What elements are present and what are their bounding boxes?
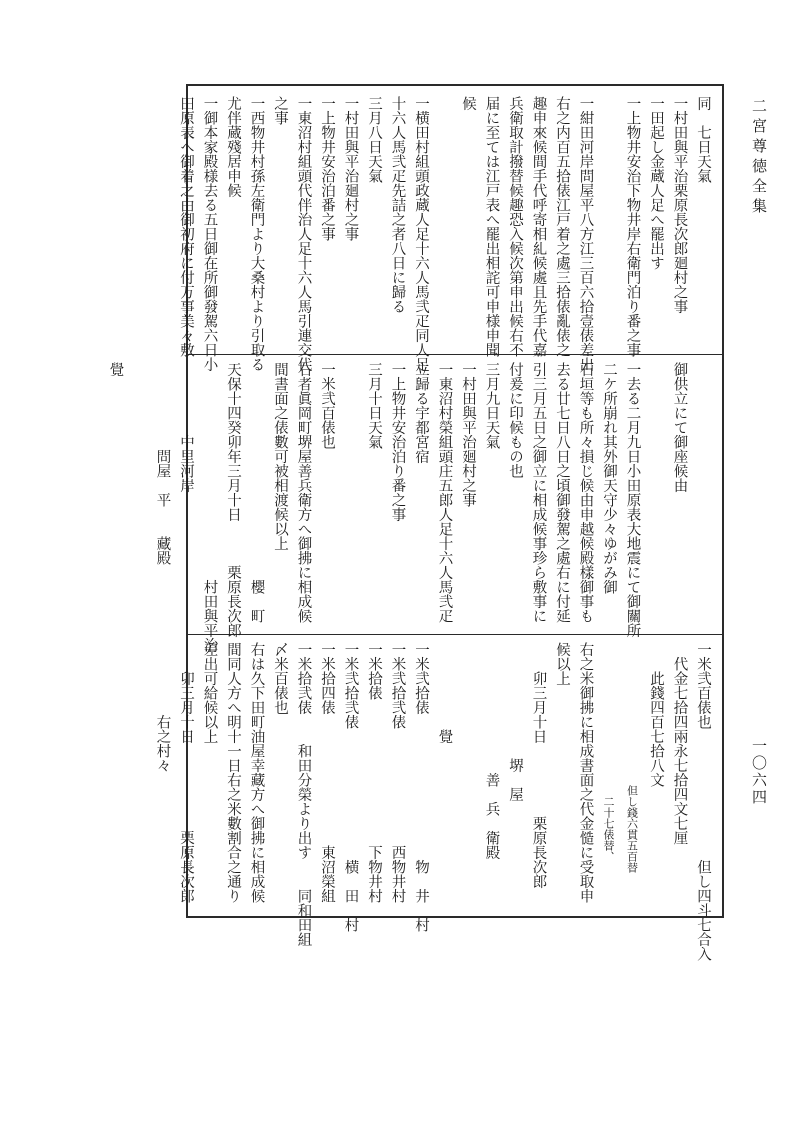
text-line: 一上物井安治下物井岸右衛門泊り番之事	[624, 96, 641, 357]
text-line: 二十七俵替、	[602, 642, 615, 862]
text-line: 善 兵 衛殿	[483, 642, 500, 860]
text-line	[127, 362, 151, 628]
text-line: 天保十四癸卯年三月十日 栗原長次郎	[225, 362, 241, 638]
text-line: 覺	[436, 642, 453, 744]
text-line: 〆米百俵也	[272, 642, 288, 715]
text-line	[691, 362, 715, 628]
text-line: 一御本家殿様去る五日御在所御發駕六日小	[201, 96, 218, 372]
tier-middle-text	[107, 362, 714, 652]
page-number: 一〇六四	[750, 738, 768, 806]
text-line: 此錢四百七拾八文	[648, 642, 664, 787]
text-line: 代金七拾四兩永七拾四文七厘	[671, 642, 688, 845]
text-line: 卯三月十日 栗原長次郎	[530, 642, 547, 889]
text-line: 付爰に印候もの也	[507, 362, 523, 478]
text-line: 一去る二月九日小田原表大地震にて御關所	[624, 362, 641, 638]
text-line: 一村田與平治栗原長次郎廻村之事	[671, 96, 688, 314]
running-head: 二宮尊徳全集	[750, 98, 768, 218]
page-frame	[107, 84, 724, 961]
text-line: 右は久下田町油屋幸藏方へ御拂に相成候	[248, 642, 265, 903]
text-line: 一米拾俵 下物井村	[366, 642, 382, 903]
text-line: 三月八日天氣	[366, 96, 382, 183]
text-line: 一米弐拾弐俵 横 田 村	[342, 642, 359, 932]
text-line: 一紺田河岸問屋平八方江三百六拾壹俵差出	[577, 96, 594, 372]
text-line: 同 七日天氣	[695, 96, 711, 183]
text-line: 覺	[107, 362, 124, 377]
text-line: 一米弐百俵也	[319, 362, 335, 449]
text-line: 一西物井村孫左衛門より大桑村より引取る	[248, 96, 265, 372]
text-line: 一米弐拾弐俵 西物井村	[389, 642, 406, 903]
text-line: 但し錢六貫五百替	[625, 642, 639, 873]
tier-lower-text	[154, 642, 714, 961]
tier-upper-text	[178, 96, 714, 372]
text-line: 三月九日天氣	[483, 362, 500, 449]
text-line: 之事	[272, 96, 288, 125]
text-line	[597, 96, 621, 348]
text-line: 一東沼村組頭代伴治人足十六人馬引連交代	[295, 96, 312, 372]
text-line: 間同人方へ明十一日右之米數割合之通り	[225, 642, 241, 903]
text-line: 尤伴蔵殘居申候	[225, 96, 241, 198]
text-line: 一東沼村榮組頭庄五郎人足十六人馬弐疋	[436, 362, 453, 623]
text-line: 差出可給候以上	[201, 642, 218, 744]
text-line: 候	[460, 96, 476, 111]
text-line: 右之村々	[154, 642, 171, 773]
text-line: 十六人馬弐疋先詰之者八日に歸る	[389, 96, 406, 314]
text-line: 卯三月十日 栗原長次郎	[178, 642, 194, 903]
text-line: 石垣等も所々損じ候由申越候殿樣御事も	[577, 362, 594, 623]
text-line	[338, 362, 362, 628]
text-line: 田原表へ御着之由御初府に付万事美々敷	[178, 96, 194, 357]
text-line: 堺 屋	[507, 642, 523, 802]
tier-divider-lower	[188, 634, 722, 635]
text-line: 三月十日天氣	[366, 362, 382, 449]
text-line: 引三月五日之御立に相成候事珍ら敷事に	[530, 362, 547, 623]
text-line: 右之内百五拾俵江戸着之處三拾俵亂俵之	[554, 96, 570, 357]
text-line	[456, 642, 480, 912]
text-line: 立歸る宇都宮宿	[413, 362, 429, 464]
text-line: 一米拾弐俵 和田分榮より出す 同和田組	[295, 642, 312, 947]
text-line	[432, 96, 456, 348]
text-line: 趣申來候間手代呼寄相糺候處且先手代嘉	[530, 96, 547, 357]
text-line: 一米拾四俵 東沼榮組	[319, 642, 335, 903]
text-line: 間書面之俵數可被相渡候以上	[272, 362, 288, 551]
text-line: 候以上	[554, 642, 570, 686]
text-line: 一米弐百俵也 但し四斗七合入	[695, 642, 711, 961]
text-line: 問屋 平 藏殿	[154, 362, 171, 565]
text-line: 村田與平治	[201, 362, 218, 652]
text-line: 二ケ所崩れ其外御天守少々ゆがみ御	[601, 362, 617, 594]
text-line	[644, 362, 668, 628]
text-line: 兵衛取計撥替候趣恐入候次第申出候右不	[507, 96, 523, 357]
text-line: 一横田村組頭政蔵人足十六人馬弐疋同人足	[413, 96, 429, 372]
text-line: 御供立にて御座候由	[671, 362, 688, 493]
text-line: 櫻 町	[248, 362, 265, 623]
text-line: 一村田與平治廻村之事	[342, 96, 359, 241]
text-line: 届に至ては江戸表へ罷出相詫可申様申聞	[483, 96, 500, 357]
text-line: 中里河岸	[178, 362, 194, 493]
text-line: 右者眞岡町堺屋善兵衛方へ御拂に相成候	[295, 362, 312, 623]
text-line: 右之米御拂に相成書面之代金慥に受取申	[577, 642, 594, 903]
text-line: 一上物井安治泊番之事	[319, 96, 335, 241]
text-line: 一村田與平治廻村之事	[460, 362, 476, 507]
text-line: 去る廿七日八日之頃御發駕之處右に付延	[554, 362, 570, 623]
text-line: 一上物井安治泊り番之事	[389, 362, 406, 522]
text-line: 一米弐拾俵 物 井 村	[413, 642, 429, 932]
text-line: 一田起し金蔵人足へ罷出す	[648, 96, 664, 270]
tier-divider-upper	[188, 354, 722, 355]
